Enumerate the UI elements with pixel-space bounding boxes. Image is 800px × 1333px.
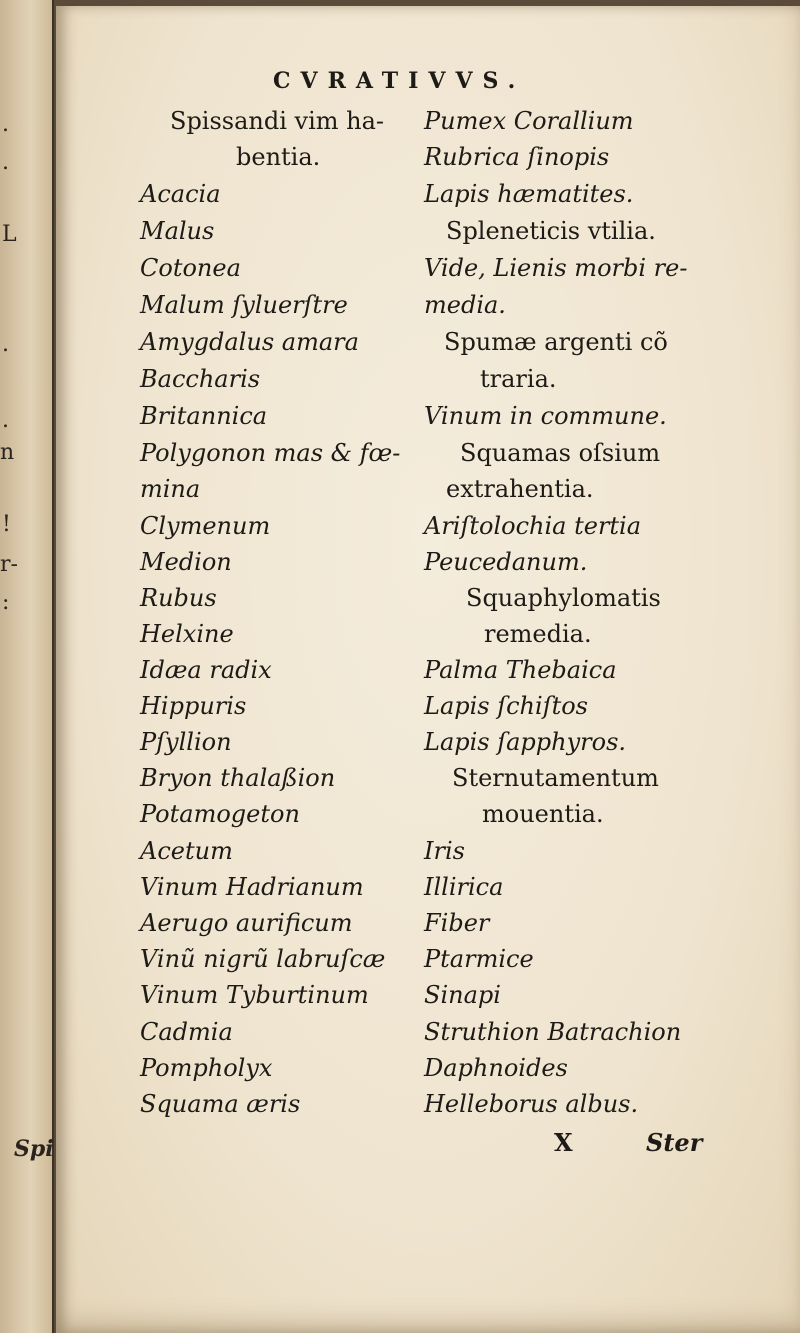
left-catchword: Spi (14, 1136, 54, 1162)
right-line: Daphnoides (424, 1054, 568, 1082)
right-line: Ptarmice (424, 945, 534, 973)
left-line: Acetum (140, 837, 233, 865)
left-line: Clymenum (140, 512, 271, 540)
right-line: traria. (480, 365, 557, 393)
left-line: bentia. (236, 143, 321, 171)
right-line: Vide, Lienis morbi re- (424, 254, 688, 282)
left-page-edge (0, 0, 54, 1333)
right-line: Helleborus albus. (424, 1090, 639, 1118)
right-line: Illirica (424, 873, 504, 901)
left-line: Spissandi vim ha- (170, 107, 385, 135)
right-line: Palma Thebaica (424, 656, 617, 684)
left-line: Pompholyx (140, 1054, 273, 1082)
right-line: Lapis ſchiſtos (424, 692, 588, 720)
left-line: Acacia (140, 180, 221, 208)
left-line: Medion (140, 548, 232, 576)
left-line: Vinũ nigrũ labruſcæ (140, 945, 386, 973)
left-line: Squama æris (140, 1090, 301, 1118)
right-line: mouentia. (482, 800, 604, 828)
right-line: Vinum in commune. (424, 402, 667, 430)
right-line: Sinapi (424, 981, 501, 1009)
left-line: Helxine (140, 620, 234, 648)
left-line: Idæa radix (140, 656, 272, 684)
right-line: Lapis hæmatites. (424, 180, 634, 208)
left-fragment: r- (0, 552, 18, 577)
left-line: Amygdalus amara (140, 328, 359, 356)
book-page (56, 6, 800, 1333)
signature-mark: X (554, 1128, 573, 1157)
left-line: Rubus (140, 584, 217, 612)
left-fragment: n (0, 440, 15, 465)
right-line: Squamas oſsium (460, 439, 661, 467)
right-line: Sternutamentum (452, 764, 659, 792)
left-fragment: ! (2, 512, 11, 537)
left-fragment: . (2, 150, 9, 175)
right-line: Fiber (424, 909, 490, 937)
catchword: Ster (646, 1128, 703, 1157)
left-line: Vinum Tyburtinum (140, 981, 369, 1009)
running-head: CVRATIVVS. (273, 68, 526, 94)
right-line: Rubrica ſinopis (424, 143, 610, 171)
left-fragment: . (2, 408, 9, 433)
right-line: Pumex Corallium (424, 107, 634, 135)
right-line: remedia. (484, 620, 592, 648)
right-line: Struthion Batrachion (424, 1018, 682, 1046)
right-line: Squaphylomatis (466, 584, 661, 612)
left-fragment: : (2, 590, 10, 615)
left-line: Cotonea (140, 254, 241, 282)
left-fragment: . (2, 332, 9, 357)
right-line: Peucedanum. (424, 548, 588, 576)
left-line: Vinum Hadrianum (140, 873, 364, 901)
left-line: Aerugo aurificum (140, 909, 353, 937)
left-line: Bryon thalaßion (140, 764, 336, 792)
right-line: Lapis ſapphyros. (424, 728, 627, 756)
left-fragment: L (2, 222, 17, 247)
right-line: Ariſtolochia tertia (424, 512, 642, 540)
right-line: Spumæ argenti cõ (444, 328, 668, 356)
left-line: Cadmia (140, 1018, 233, 1046)
left-line: Baccharis (140, 365, 261, 393)
right-line: Iris (424, 837, 465, 865)
right-line: media. (424, 291, 506, 319)
left-line: Malum ſyluerſtre (140, 291, 348, 319)
left-line: Potamogeton (140, 800, 300, 828)
left-line: Hippuris (140, 692, 247, 720)
right-line: extrahentia. (446, 475, 594, 503)
left-line: mina (140, 475, 201, 503)
left-line: Malus (140, 217, 215, 245)
right-line: Spleneticis vtilia. (446, 217, 656, 245)
left-line: Britannica (140, 402, 268, 430)
left-line: Polygonon mas & fœ- (140, 439, 401, 467)
left-fragment: . (2, 112, 9, 137)
left-line: Pſyllion (140, 728, 232, 756)
